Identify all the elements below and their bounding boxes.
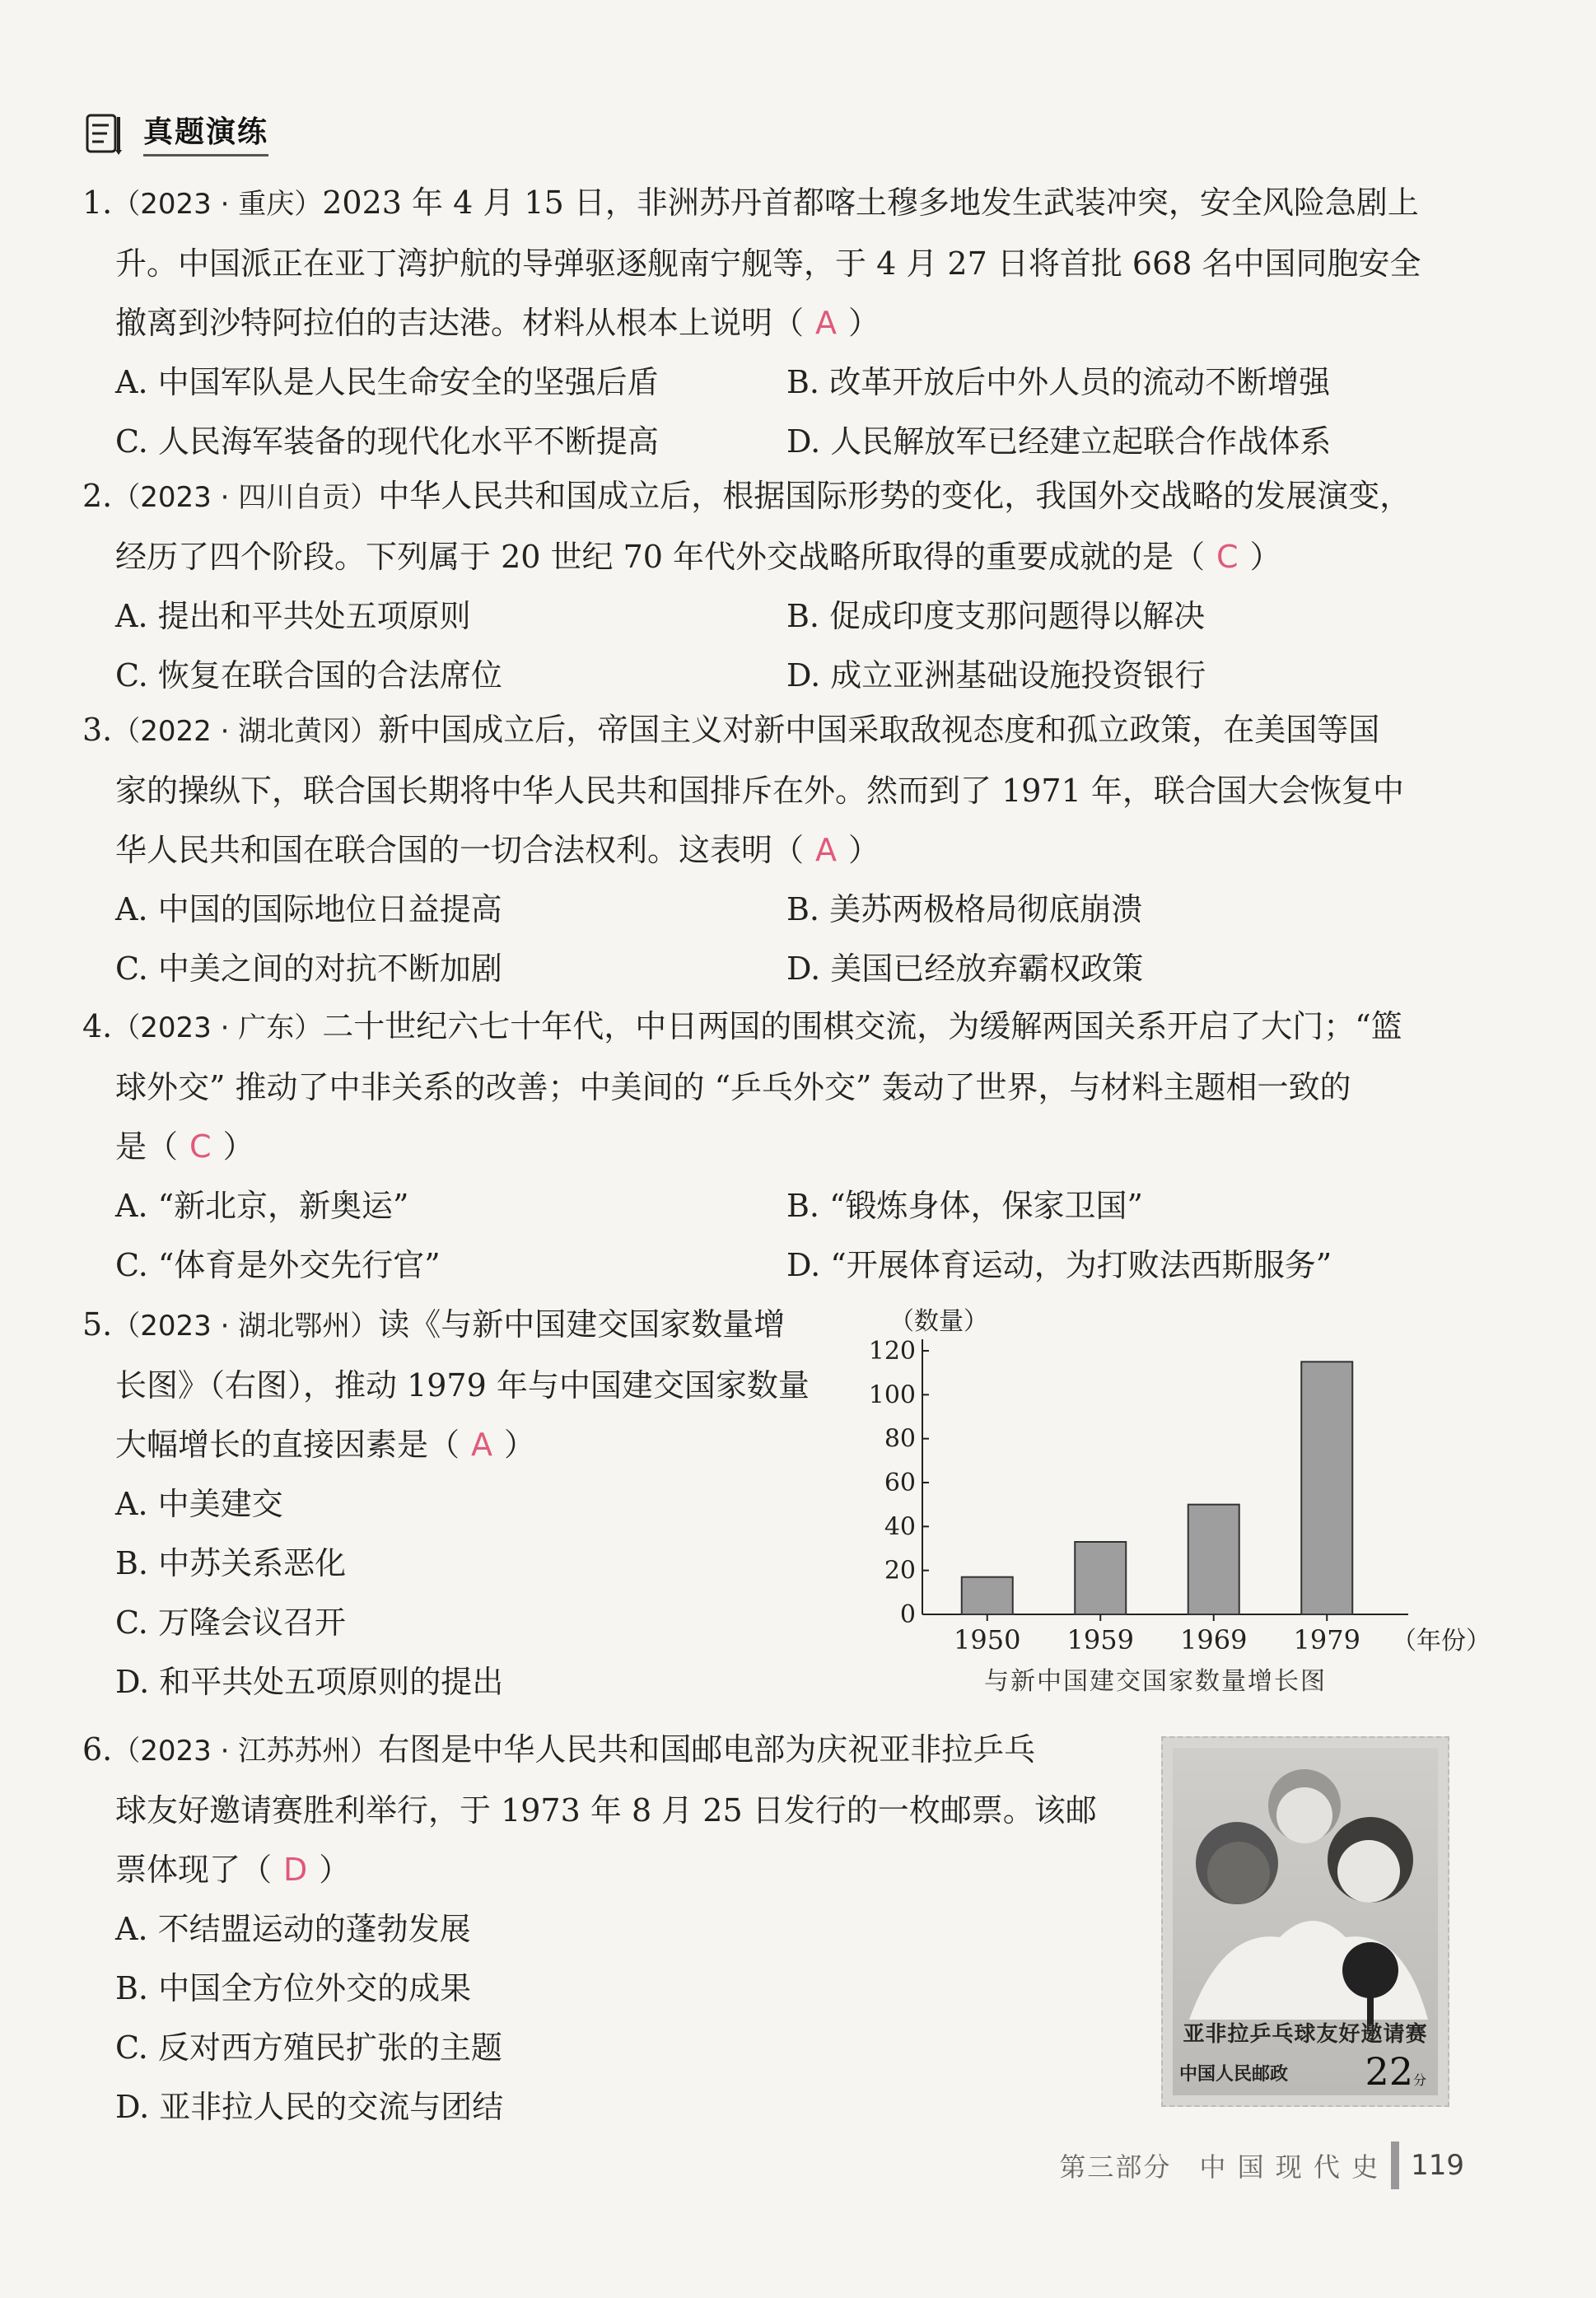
stamp-value-number: 22: [1365, 2049, 1413, 2094]
option-a: A. 中国的国际地位日益提高: [115, 891, 502, 927]
options: [82, 353, 1474, 471]
stem-line: 票体现了（: [115, 1852, 273, 1888]
question-number: 4.: [82, 1008, 113, 1044]
option-b: B. 促成印度支那问题得以解决: [786, 598, 1206, 634]
option-d: D. 和平共处五项原则的提出: [115, 1664, 504, 1700]
bar-1959: [1075, 1542, 1126, 1614]
bar-1950: [962, 1577, 1013, 1614]
stem-line: 家的操纵下，联合国长期将中华人民共和国排斥在外。然而到了 1971 年，联合国大会恢复中: [115, 773, 1404, 809]
option-b: B. 改革开放后中外人员的流动不断增强: [786, 364, 1331, 400]
option-a: A. 中美建交: [115, 1486, 283, 1522]
question-source: （2023 · 广东）: [112, 1011, 323, 1044]
stamp-value-unit: 分: [1412, 2072, 1426, 2088]
question-5: [82, 1295, 856, 1712]
stem-tail: ）: [1249, 539, 1281, 575]
question-source: （2023 · 重庆）: [112, 188, 323, 221]
stamp-title: 亚非拉乒乓球友好邀请赛: [1183, 2022, 1428, 2047]
question-number: 6.: [82, 1731, 113, 1768]
question-source: （2022 · 湖北黄冈）: [112, 715, 379, 748]
question-1: [82, 173, 1474, 471]
y-tick-label: 60: [884, 1469, 916, 1497]
x-axis-label: （年份）: [1392, 1627, 1482, 1656]
option-d: D. 亚非拉人民的交流与团结: [115, 2089, 504, 2125]
bar-1979: [1301, 1362, 1352, 1614]
stem-line: 球外交” 推动了中非关系的改善；中美间的 “乒乓外交” 轰动了世界，与材料主题相一致的: [115, 1069, 1351, 1105]
bar-chart-svg: [856, 1301, 1482, 1656]
section-header: [82, 109, 268, 156]
option-d: D. “开展体育运动，为打败法西斯服务”: [786, 1247, 1332, 1283]
stem-line: 二十世纪六七十年代，中日两国的围棋交流，为缓解两国关系开启了大门；“篮: [322, 1008, 1402, 1044]
y-tick-label: 80: [884, 1424, 916, 1454]
stem-tail: ）: [848, 305, 880, 341]
stem-line: 是（: [115, 1128, 179, 1165]
stamp-issuer: 中国人民邮政: [1179, 2064, 1289, 2085]
part-title: 第三部分 中 国 现 代 史: [1059, 2151, 1380, 2183]
question-4: [82, 997, 1474, 1295]
answer-mark: A: [471, 1427, 493, 1463]
x-tick-label: 1950: [954, 1624, 1021, 1656]
bar-1969: [1188, 1505, 1239, 1614]
option-d: D. 人民解放军已经建立起联合作战体系: [786, 423, 1332, 460]
postage-stamp: [1161, 1736, 1449, 2107]
option-c: C. 恢复在联合国的合法席位: [115, 657, 502, 694]
option-b: B. 中苏关系恶化: [115, 1545, 347, 1581]
x-tick-label: 1959: [1066, 1624, 1134, 1656]
stem-line: 读《与新中国建交国家数量增: [378, 1306, 786, 1343]
y-tick-label: 0: [899, 1600, 916, 1629]
question-source: （2023 · 湖北鄂州）: [112, 1310, 379, 1343]
option-d: D. 成立亚洲基础设施投资银行: [786, 657, 1206, 694]
question-number: 2.: [82, 478, 113, 514]
y-axis-label: （数量）: [889, 1307, 988, 1336]
stem-line: 2023 年 4 月 15 日，非洲苏丹首都喀土穆多地发生武装冲突，安全风险急剧上: [322, 184, 1419, 221]
section-title: 真题演练: [143, 109, 268, 156]
option-d: D. 美国已经放弃霸权政策: [786, 950, 1144, 987]
stem-line: 华人民共和国在联合国的一切合法权利。这表明（: [115, 832, 805, 868]
option-a: A. 中国军队是人民生命安全的坚强后盾: [115, 364, 659, 400]
question-6: [82, 1720, 1136, 2137]
stem-tail: ）: [222, 1128, 254, 1165]
question-number: 3.: [82, 712, 113, 748]
y-tick-label: 120: [868, 1337, 916, 1366]
stem-tail: ）: [319, 1852, 351, 1888]
stem-line: 大幅增长的直接因素是（: [115, 1427, 460, 1463]
stem-line: 右图是中华人民共和国邮电部为庆祝亚非拉乒乓: [378, 1731, 1036, 1768]
answer-mark: A: [815, 305, 838, 341]
stem-tail: ）: [848, 832, 880, 868]
y-tick-label: 20: [884, 1556, 916, 1586]
question-source: （2023 · 江苏苏州）: [112, 1735, 379, 1768]
stem-line: 中华人民共和国成立后，根据国际形势的变化，我国外交战略的发展演变，: [378, 478, 1412, 514]
notebook-pen-icon: [82, 109, 130, 156]
question-2: [82, 466, 1474, 705]
option-a: A. 不结盟运动的蓬勃发展: [115, 1911, 471, 1947]
option-c: C. 人民海军装备的现代化水平不断提高: [115, 423, 659, 460]
question-number: 5.: [82, 1306, 113, 1343]
page-number: 119: [1411, 2149, 1464, 2182]
x-tick-label: 1969: [1180, 1624, 1248, 1656]
option-a: A. “新北京，新奥运”: [115, 1188, 409, 1224]
x-tick-label: 1979: [1293, 1624, 1360, 1656]
answer-mark: C: [1216, 539, 1239, 575]
option-b: B. “锻炼身体，保家卫国”: [786, 1188, 1143, 1224]
stem-line: 经历了四个阶段。下列属于 20 世纪 70 年代外交战略所取得的重要成就的是（: [115, 539, 1206, 575]
chart-caption: 与新中国建交国家数量增长图: [984, 1667, 1327, 1696]
stem-tail: ）: [504, 1427, 536, 1463]
options: [82, 1899, 1136, 2137]
footer-divider: [1391, 2142, 1399, 2189]
stem-line: 升。中国派正在亚丁湾护航的导弹驱逐舰南宁舰等，于 4 月 27 日将首批 668 名中国同胞安全: [115, 245, 1421, 282]
stem-line: 撤离到沙特阿拉伯的吉达港。材料从根本上说明（: [115, 305, 805, 341]
answer-mark: D: [283, 1852, 308, 1888]
stem-line: 长图》（右图），推动 1979 年与中国建交国家数量: [115, 1367, 810, 1404]
answer-mark: C: [189, 1128, 212, 1165]
page-footer: [1059, 2142, 1464, 2189]
bar-chart: [856, 1301, 1482, 1705]
question-source: （2023 · 四川自贡）: [112, 481, 379, 514]
options: [82, 1176, 1474, 1295]
stamp-value: [1365, 2049, 1426, 2094]
option-b: B. 美苏两极格局彻底崩溃: [786, 891, 1143, 927]
answer-mark: A: [815, 832, 838, 868]
options: [82, 1474, 856, 1712]
options: [82, 586, 1474, 705]
question-3: [82, 700, 1474, 998]
stem-line: 新中国成立后，帝国主义对新中国采取敌视态度和孤立政策，在美国等国: [378, 712, 1380, 748]
y-tick-label: 40: [884, 1512, 916, 1542]
y-tick-label: 100: [868, 1380, 916, 1410]
option-c: C. “体育是外交先行官”: [115, 1247, 441, 1283]
option-b: B. 中国全方位外交的成果: [115, 1970, 472, 2006]
stem-line: 球友好邀请赛胜利举行，于 1973 年 8 月 25 日发行的一枚邮票。该邮: [115, 1792, 1097, 1829]
question-number: 1.: [82, 184, 113, 221]
option-c: C. 中美之间的对抗不断加剧: [115, 950, 502, 987]
option-c: C. 反对西方殖民扩张的主题: [115, 2029, 502, 2066]
option-c: C. 万隆会议召开: [115, 1604, 346, 1641]
option-a: A. 提出和平共处五项原则: [115, 598, 471, 634]
options: [82, 880, 1474, 998]
